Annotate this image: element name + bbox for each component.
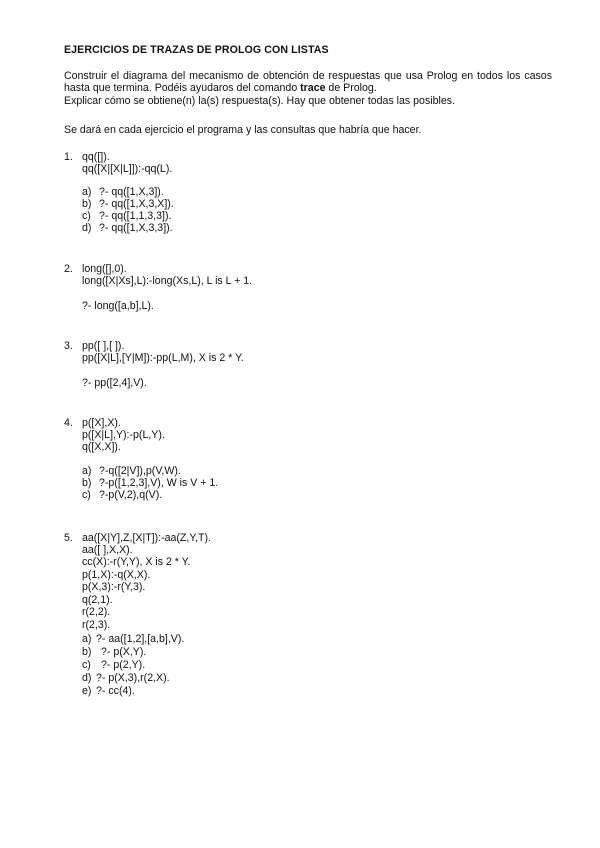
query-text: ?-p([1,2,3],V), W is V + 1. [99, 477, 219, 489]
instructions-note: Se dará en cada ejercicio el programa y las consultas que habría que hacer. [64, 124, 422, 136]
code-line: p([X],X). [82, 417, 121, 429]
intro-text-end: de Prolog. [325, 82, 377, 95]
code-line: p(1,X):-q(X,X). [82, 569, 151, 581]
query-text: ?- p(X,Y). [101, 646, 147, 658]
query-text: ?- pp([2,4],V). [82, 377, 147, 389]
exercise-number: 2. [64, 263, 73, 275]
code-line: p([X|L],Y):-p(L,Y). [82, 429, 165, 441]
query-label: e) [82, 685, 92, 697]
query-text: ?- qq([1,1,3,3]). [99, 210, 172, 222]
query-text: ?- aa([1,2],[a,b],V). [96, 633, 185, 645]
code-line: p(X,3):-r(Y,3). [82, 581, 146, 593]
code-line: aa([ ],X,X). [82, 544, 133, 556]
query-text: ?- qq([1,X,3]). [99, 186, 164, 198]
query-text: ?-p(V,2),q(V). [99, 489, 163, 501]
code-line: r(2,2). [82, 606, 111, 618]
code-line: long([X|Xs],L):-long(Xs,L), L is L + 1. [82, 275, 253, 287]
query-label: a) [82, 465, 92, 477]
query-text: ?- long([a,b],L). [82, 300, 154, 312]
query-text: ?- qq([1,X,3,X]). [99, 198, 174, 210]
code-line: qq([]). [82, 151, 110, 163]
query-text: ?-q([2|V]),p(V,W). [99, 465, 181, 477]
query-label: a) [82, 186, 92, 198]
query-text: ?- cc(4). [96, 685, 135, 697]
code-line: q(2,1). [82, 594, 113, 606]
query-label: a) [82, 633, 92, 645]
exercise-number: 5. [64, 532, 73, 544]
query-text: ?- qq([1,X,3,3]). [99, 222, 173, 234]
code-line: aa([X|Y],Z,[X|T]):-aa(Z,Y,T). [82, 532, 211, 544]
query-label: c) [82, 489, 91, 501]
intro-bold-command: trace [300, 82, 326, 95]
exercise-number: 1. [64, 151, 73, 163]
page-title: EJERCICIOS DE TRAZAS DE PROLOG CON LISTAS [64, 44, 329, 56]
query-label: b) [82, 646, 92, 658]
intro-paragraph [64, 70, 552, 107]
code-line: q([X,X]). [82, 441, 121, 453]
query-label: c) [82, 659, 91, 671]
code-line: qq([X|[X|L]]):-qq(L). [82, 163, 173, 175]
intro-line-2: Explicar cómo se obtiene(n) la(s) respuesta(s). Hay que obtener todas las posibles. [64, 94, 455, 107]
exercise-number: 3. [64, 340, 73, 352]
code-line: cc(X):-r(Y,Y), X is 2 * Y. [82, 556, 191, 568]
query-label: d) [82, 672, 92, 684]
query-text: ?- p(X,3),r(2,X). [96, 672, 170, 684]
exercise-number: 4. [64, 417, 73, 429]
query-label: b) [82, 198, 92, 210]
query-label: c) [82, 210, 91, 222]
query-text: ?- p(2,Y). [101, 659, 146, 671]
code-line: pp([X|L],[Y|M]):-pp(L,M), X is 2 * Y. [82, 352, 244, 364]
code-line: long([],0). [82, 263, 127, 275]
query-label: b) [82, 477, 92, 489]
code-line: pp([ ],[ ]). [82, 340, 125, 352]
code-line: r(2,3). [82, 619, 111, 631]
query-label: d) [82, 222, 92, 234]
intro-text: Construir el diagrama del mecanismo de obtención de respuestas que usa Prolog en todos los casos hasta que termina. Podéis ayudaros del comando [64, 70, 552, 95]
